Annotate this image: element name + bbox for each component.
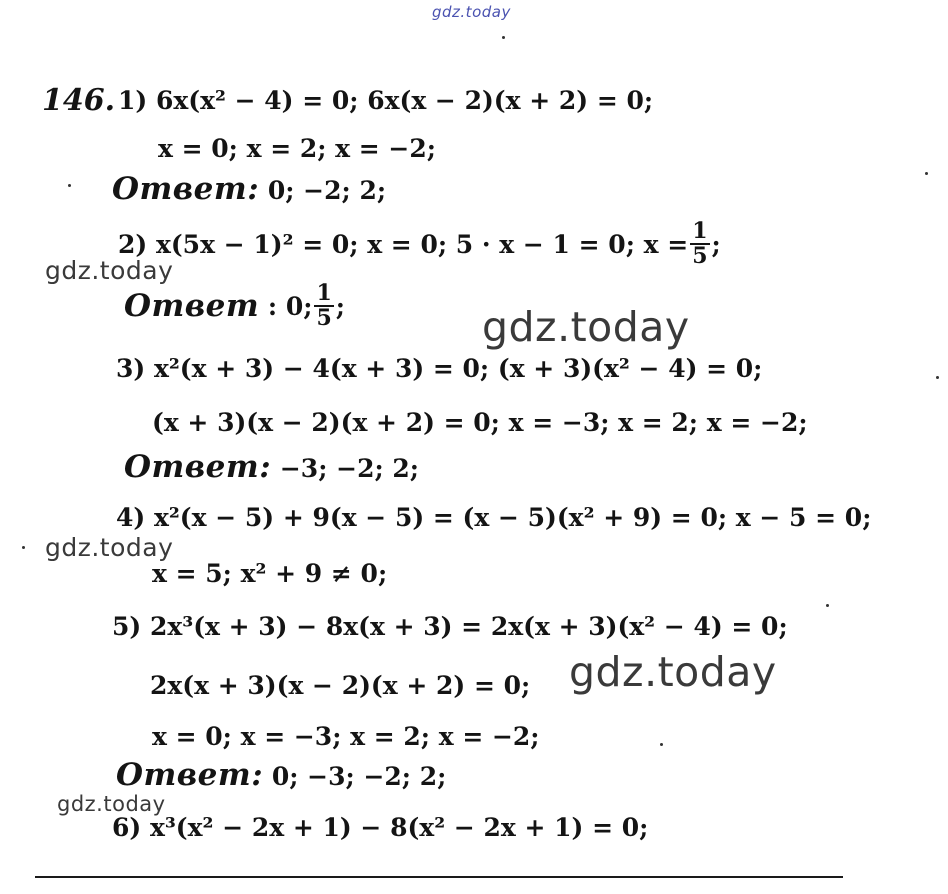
item-4-equation: x²(x − 5) + 9(x − 5) = (x − 5)(x² + 9) = 0; x − 5 = 0;	[153, 503, 872, 532]
item-4-line-1	[116, 505, 871, 530]
problem-number: 146.	[42, 83, 116, 118]
scan-speck	[936, 376, 939, 379]
fraction-numerator: 1	[692, 218, 708, 244]
item-4-line-2: x = 5; x² + 9 ≠ 0;	[152, 559, 388, 588]
watermark-middle-upper: gdz.today	[482, 303, 690, 351]
answer-word: Ответ:	[124, 449, 272, 485]
fraction-denominator: 5	[692, 243, 708, 270]
answer-word: Ответ:	[116, 757, 264, 793]
item-5-label: 5)	[112, 612, 142, 641]
item-1-label: 1)	[118, 86, 148, 115]
answer-word: Ответ	[124, 287, 260, 324]
scan-speck	[660, 743, 663, 746]
item-5-line-2: 2x(x + 3)(x − 2)(x + 2) = 0;	[150, 671, 531, 700]
item-1-equation: 6x(x² − 4) = 0; 6x(x − 2)(x + 2) = 0;	[155, 86, 654, 115]
cropped-page-number	[36, 883, 66, 894]
item-3-line-1	[116, 356, 762, 381]
item-2-label: 2)	[118, 229, 148, 259]
watermark-middle-lower: gdz.today	[569, 648, 777, 696]
answer-values: −3; −2; 2;	[279, 454, 420, 483]
item-2-answer	[124, 282, 345, 330]
answer-values: 0; −2; 2;	[267, 176, 387, 205]
answer-word: Ответ:	[112, 171, 260, 207]
item-6-equation: x³(x² − 2x + 1) − 8(x² − 2x + 1) = 0;	[149, 813, 649, 842]
scan-speck	[502, 36, 505, 39]
watermark-left-middle: gdz.today	[45, 533, 174, 562]
bottom-rule	[35, 876, 843, 878]
item-3-label: 3)	[116, 354, 146, 383]
item-1-line-1	[118, 88, 653, 113]
answer-prefix: : 0;	[267, 291, 313, 321]
item-5-line-1	[112, 614, 788, 639]
fraction-numerator: 1	[316, 280, 332, 306]
watermark-left-lower: gdz.today	[57, 792, 166, 816]
item-5-answer	[116, 757, 447, 793]
item-2-equation: x(5x − 1)² = 0; x = 0; 5 · x − 1 = 0; x =	[155, 229, 689, 259]
item-3-answer	[124, 449, 420, 485]
item-5-line-3: x = 0; x = −3; x = 2; x = −2;	[152, 722, 540, 751]
watermark-left-upper: gdz.today	[45, 256, 174, 285]
fraction-denominator: 5	[316, 305, 332, 332]
scan-speck	[68, 184, 71, 187]
answer-tail: ;	[335, 291, 346, 321]
scan-speck	[925, 172, 928, 175]
item-1-answer	[112, 171, 387, 207]
answer-fraction	[314, 282, 333, 330]
item-6-label: 6)	[112, 813, 142, 842]
scan-speck	[826, 604, 829, 607]
watermark-top: gdz.today	[432, 3, 511, 21]
item-3-equation: x²(x + 3) − 4(x + 3) = 0; (x + 3)(x² − 4) = 0;	[153, 354, 763, 383]
scan-speck	[22, 546, 25, 549]
item-5-equation: 2x³(x + 3) − 8x(x + 3) = 2x(x + 3)(x² − 4) = 0;	[149, 612, 788, 641]
item-4-label: 4)	[116, 503, 146, 532]
item-6-line-1	[112, 815, 648, 840]
item-3-line-2: (x + 3)(x − 2)(x + 2) = 0; x = −3; x = 2; x = −2;	[152, 408, 808, 437]
item-1-line-2: x = 0; x = 2; x = −2;	[158, 134, 437, 163]
fraction	[690, 220, 709, 268]
item-2-line-1	[118, 220, 721, 268]
item-2-tail: ;	[711, 229, 721, 259]
answer-values: 0; −3; −2; 2;	[271, 762, 447, 791]
